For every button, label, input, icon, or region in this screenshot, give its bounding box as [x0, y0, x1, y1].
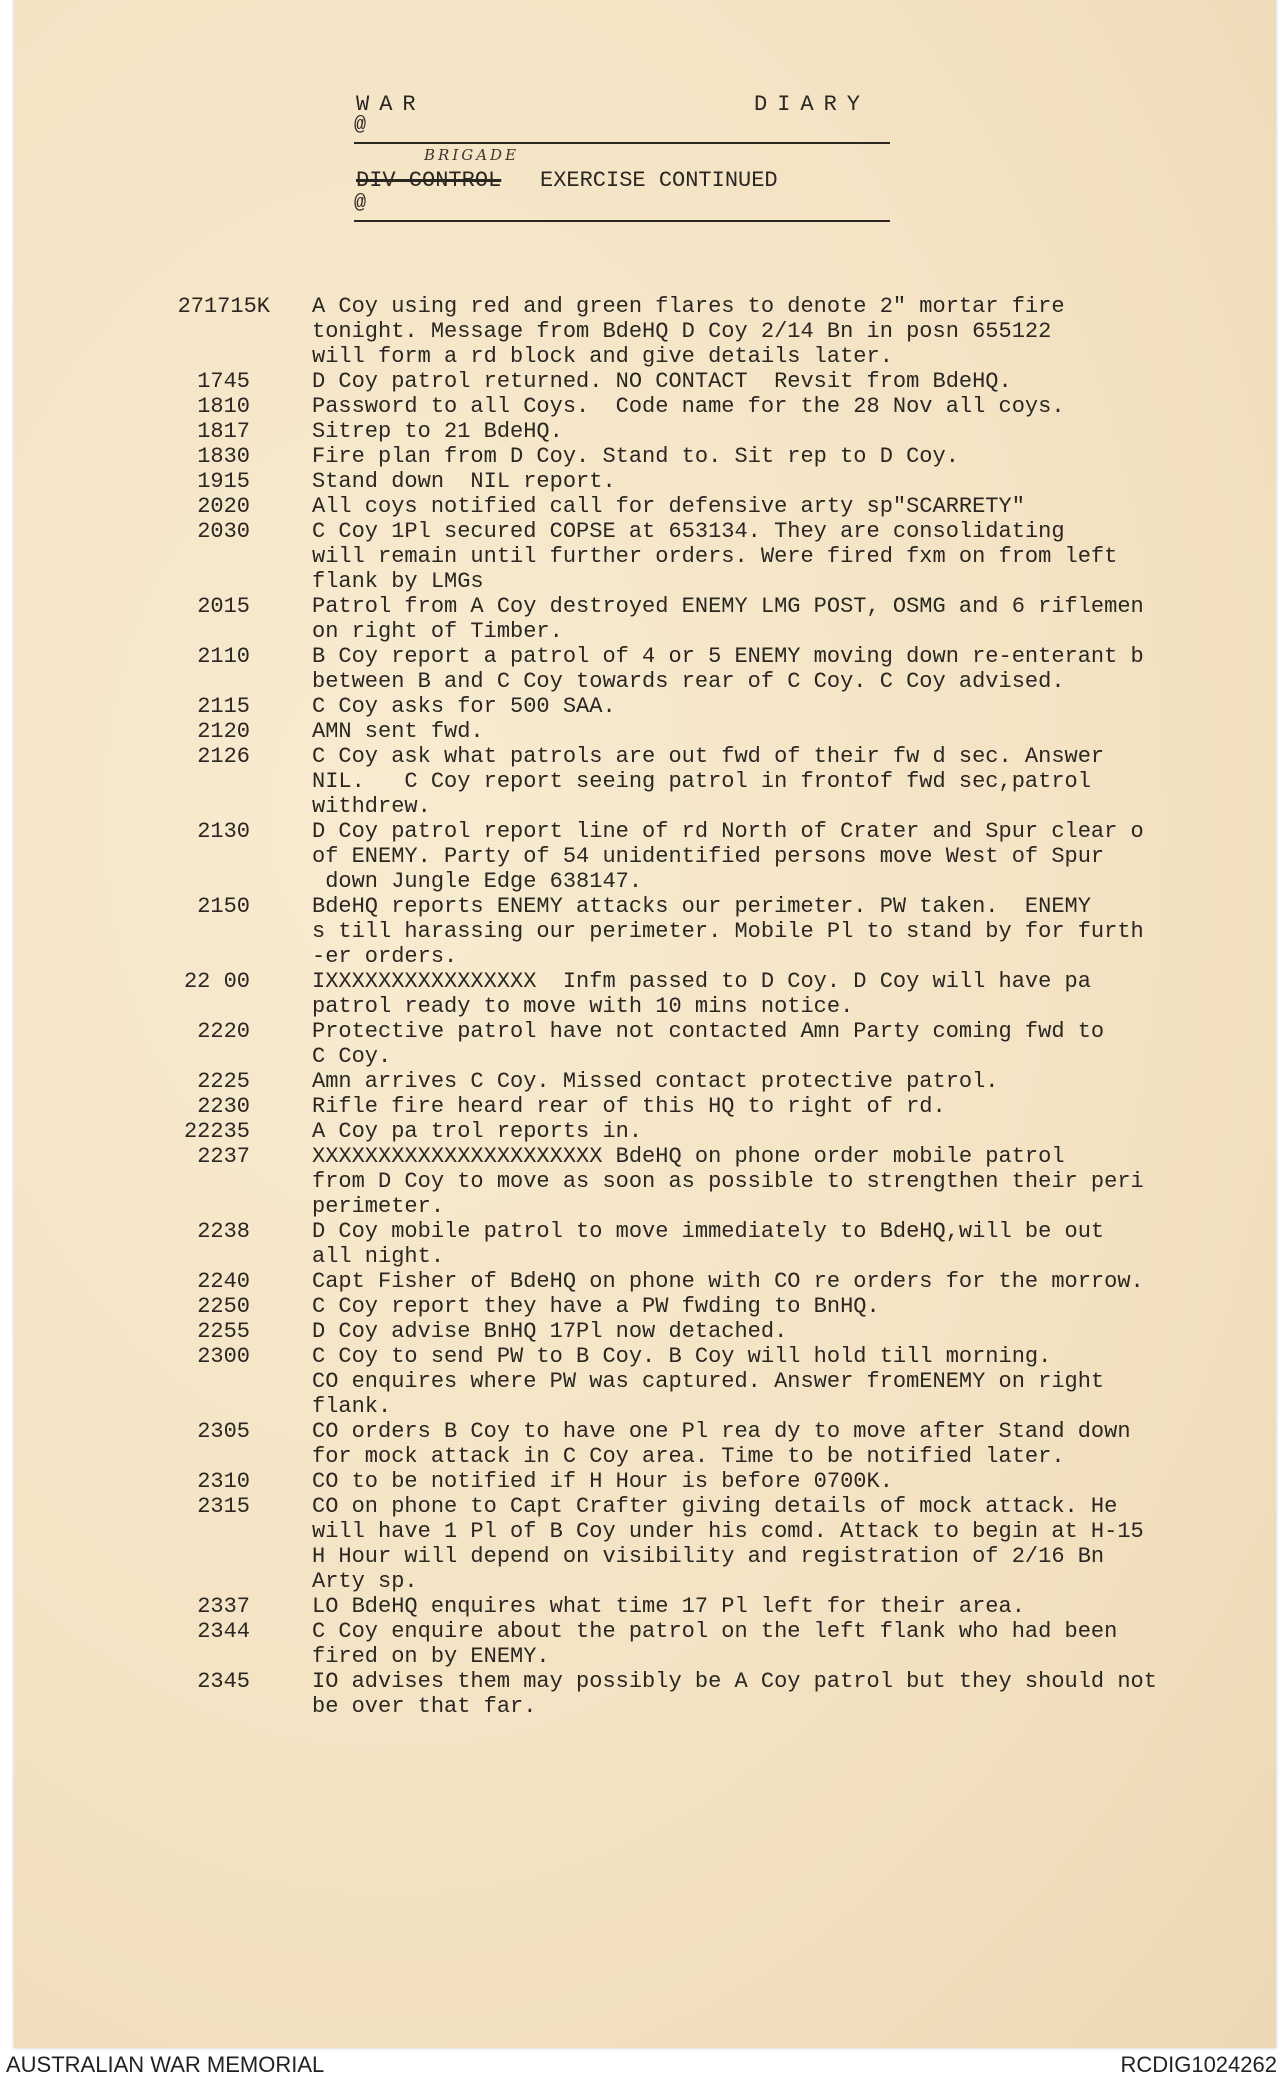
entry-time: 22 00 [183, 969, 250, 994]
diary-entry [14, 469, 1285, 494]
entry-text-line: flank by LMGs [312, 569, 484, 594]
diary-entry [14, 369, 1285, 394]
entry-text-line: BdeHQ reports ENEMY attacks our perimeter. PW taken. ENEMY [312, 894, 1091, 919]
entry-text-line: H Hour will depend on visibility and registration of 2/16 Bn [312, 1544, 1105, 1569]
diary-entry [14, 819, 1285, 894]
diary-entry [14, 1294, 1285, 1319]
entry-time: 2150 [197, 894, 250, 919]
entry-time: 2310 [197, 1469, 250, 1494]
entry-text-line: A Coy pa trol reports in. [312, 1119, 643, 1144]
entry-time: 2230 [197, 1094, 250, 1119]
diary-entry [14, 1269, 1285, 1294]
diary-entry [14, 294, 1285, 369]
entry-text-line: IXXXXXXXXXXXXXXXX Infm passed to D Coy. D Coy will have pa [312, 969, 1091, 994]
entry-text-line: Amn arrives C Coy. Missed contact protective patrol. [312, 1069, 999, 1094]
entry-text-line: of ENEMY. Party of 54 unidentified persons move West of Spur [312, 844, 1105, 869]
entry-text-line: B Coy report a patrol of 4 or 5 ENEMY moving down re-enterant b [312, 644, 1144, 669]
diary-entry [14, 1019, 1285, 1069]
entry-time: 2020 [197, 494, 250, 519]
diary-entry [14, 1319, 1285, 1344]
entry-text-line: C Coy report they have a PW fwding to BnHQ. [312, 1294, 880, 1319]
entry-time: 1745 [197, 369, 250, 394]
entry-time: 2237 [197, 1144, 250, 1169]
entry-text-line: All coys notified call for defensive arty sp"SCARRETY" [312, 494, 1025, 519]
header-at-mark: @ [354, 114, 367, 137]
diary-entry [14, 394, 1285, 419]
entry-text-line: for mock attack in C Coy area. Time to be notified later. [312, 1444, 1065, 1469]
entry-time: 2240 [197, 1269, 250, 1294]
entry-text-line: C Coy to send PW to B Coy. B Coy will hold till morning. [312, 1344, 1052, 1369]
entry-text-line: D Coy mobile patrol to move immediately to BdeHQ,will be out [312, 1219, 1105, 1244]
diary-entry [14, 1219, 1285, 1269]
entry-time: 1817 [197, 419, 250, 444]
diary-entry [14, 1119, 1285, 1144]
entry-text-line: C Coy asks for 500 SAA. [312, 694, 616, 719]
footer-catalogue-id: RCDIG1024262 [1120, 2052, 1277, 2077]
entry-text-line: patrol ready to move with 10 mins notice. [312, 994, 854, 1019]
entry-text-line: flank. [312, 1394, 392, 1419]
entry-text-line: Patrol from A Coy destroyed ENEMY LMG POST, OSMG and 6 riflemen [312, 594, 1144, 619]
diary-entry [14, 1494, 1285, 1594]
entry-text-line: CO enquires where PW was captured. Answer fromENEMY on right [312, 1369, 1105, 1394]
entry-time: 2345 [197, 1669, 250, 1694]
entry-time: 2315 [197, 1494, 250, 1519]
diary-entries [14, 294, 1285, 1719]
diary-entry [14, 519, 1285, 594]
entry-text-line: Password to all Coys. Code name for the 28 Nov all coys. [312, 394, 1065, 419]
document-page [14, 0, 1276, 2048]
entry-time: 2305 [197, 1419, 250, 1444]
entry-text-line: be over that far. [312, 1694, 537, 1719]
entry-time: 2126 [197, 744, 250, 769]
entry-time: 2130 [197, 819, 250, 844]
diary-entry [14, 494, 1285, 519]
entry-time: 1915 [197, 469, 250, 494]
entry-text-line: fired on by ENEMY. [312, 1644, 550, 1669]
entry-text-line: IO advises them may possibly be A Coy patrol but they should not [312, 1669, 1157, 1694]
diary-entry [14, 1594, 1285, 1619]
entry-text-line: C Coy 1Pl secured COPSE at 653134. They are consolidating [312, 519, 1065, 544]
entry-time: 2344 [197, 1619, 250, 1644]
entry-text-line: between B and C Coy towards rear of C Coy. C Coy advised. [312, 669, 1065, 694]
entry-text-line: CO orders B Coy to have one Pl rea dy to move after Stand down [312, 1419, 1131, 1444]
entry-text-line: Protective patrol have not contacted Amn Party coming fwd to [312, 1019, 1105, 1044]
entry-text-line: D Coy advise BnHQ 17Pl now detached. [312, 1319, 788, 1344]
entry-text-line: will remain until further orders. Were fired fxm on from left [312, 544, 1118, 569]
diary-entry [14, 1619, 1285, 1669]
entry-text-line: C Coy. [312, 1044, 392, 1069]
entry-text-line: NIL. C Coy report seeing patrol in frontof fwd sec,patrol [312, 769, 1091, 794]
diary-entry [14, 1094, 1285, 1119]
header-at-mark: @ [354, 192, 367, 215]
entry-time: 1830 [197, 444, 250, 469]
entry-time: 2225 [197, 1069, 250, 1094]
entry-text-line: s till harassing our perimeter. Mobile Pl to stand by for furth [312, 919, 1144, 944]
entry-time: 2115 [197, 694, 250, 719]
diary-entry [14, 744, 1285, 819]
header-war: WAR [356, 92, 426, 117]
entry-time: 2015 [197, 594, 250, 619]
entry-text-line: will have 1 Pl of B Coy under his comd. Attack to begin at H-15 [312, 1519, 1144, 1544]
entry-time: 2220 [197, 1019, 250, 1044]
entry-time: 2250 [197, 1294, 250, 1319]
diary-entry [14, 1669, 1285, 1719]
entry-time: 2238 [197, 1219, 250, 1244]
entry-time: 271715K [177, 294, 270, 319]
diary-entry [14, 419, 1285, 444]
entry-text-line: A Coy using red and green flares to denote 2" mortar fire [312, 294, 1065, 319]
entry-time: 2110 [197, 644, 250, 669]
entry-time: 2255 [197, 1319, 250, 1344]
entry-text-line: on right of Timber. [312, 619, 563, 644]
entry-text-line: Arty sp. [312, 1569, 418, 1594]
entry-text-line: LO BdeHQ enquires what time 17 Pl left for their area. [312, 1594, 1025, 1619]
diary-entry [14, 1144, 1285, 1219]
entry-text-line: C Coy enquire about the patrol on the left flank who had been [312, 1619, 1118, 1644]
entry-text-line: Rifle fire heard rear of this HQ to right of rd. [312, 1094, 946, 1119]
entry-text-line: Capt Fisher of BdeHQ on phone with CO re orders for the morrow. [312, 1269, 1144, 1294]
entry-time: 2030 [197, 519, 250, 544]
entry-text-line: -er orders. [312, 944, 458, 969]
header-rule [354, 142, 890, 144]
diary-entry [14, 1344, 1285, 1419]
entry-text-line: withdrew. [312, 794, 431, 819]
entry-text-line: D Coy patrol report line of rd North of Crater and Spur clear o [312, 819, 1144, 844]
entry-time: 2337 [197, 1594, 250, 1619]
entry-time: 22235 [183, 1119, 250, 1144]
entry-time: 2300 [197, 1344, 250, 1369]
diary-entry [14, 444, 1285, 469]
entry-text-line: CO to be notified if H Hour is before 0700K. [312, 1469, 893, 1494]
header-diary: DIARY [754, 92, 871, 117]
entry-text-line: down Jungle Edge 638147. [312, 869, 643, 894]
entry-text-line: Stand down NIL report. [312, 469, 616, 494]
entry-text-line: D Coy patrol returned. NO CONTACT Revsit from BdeHQ. [312, 369, 1012, 394]
entry-text-line: C Coy ask what patrols are out fwd of their fw d sec. Answer [312, 744, 1105, 769]
diary-entry [14, 694, 1285, 719]
diary-entry [14, 594, 1285, 644]
diary-entry [14, 969, 1285, 1019]
diary-entry [14, 644, 1285, 694]
entry-text-line: Sitrep to 21 BdeHQ. [312, 419, 563, 444]
diary-entry [14, 1419, 1285, 1469]
entry-time: 2120 [197, 719, 250, 744]
diary-entry [14, 719, 1285, 744]
entry-text-line: perimeter. [312, 1194, 445, 1219]
handwritten-correction: BRIGADE [424, 146, 520, 164]
entry-text-line: XXXXXXXXXXXXXXXXXXXXXX BdeHQ on phone order mobile patrol [312, 1144, 1065, 1169]
header-title: EXERCISE CONTINUED [540, 168, 778, 193]
entry-text-line: all night. [312, 1244, 445, 1269]
entry-text-line: will form a rd block and give details later. [312, 344, 893, 369]
diary-entry [14, 1469, 1285, 1494]
entry-text-line: tonight. Message from BdeHQ D Coy 2/14 Bn in posn 655122 [312, 319, 1052, 344]
header-rule [354, 220, 890, 222]
entry-time: 1810 [197, 394, 250, 419]
struck-text: DIV CONTROL [356, 168, 502, 193]
diary-entry [14, 894, 1285, 969]
entry-text-line: from D Coy to move as soon as possible to strengthen their peri [312, 1169, 1144, 1194]
entry-text-line: AMN sent fwd. [312, 719, 484, 744]
entry-text-line: CO on phone to Capt Crafter giving details of mock attack. He [312, 1494, 1118, 1519]
entry-text-line: Fire plan from D Coy. Stand to. Sit rep to D Coy. [312, 444, 959, 469]
footer-institution: AUSTRALIAN WAR MEMORIAL [6, 2052, 325, 2077]
diary-entry [14, 1069, 1285, 1094]
